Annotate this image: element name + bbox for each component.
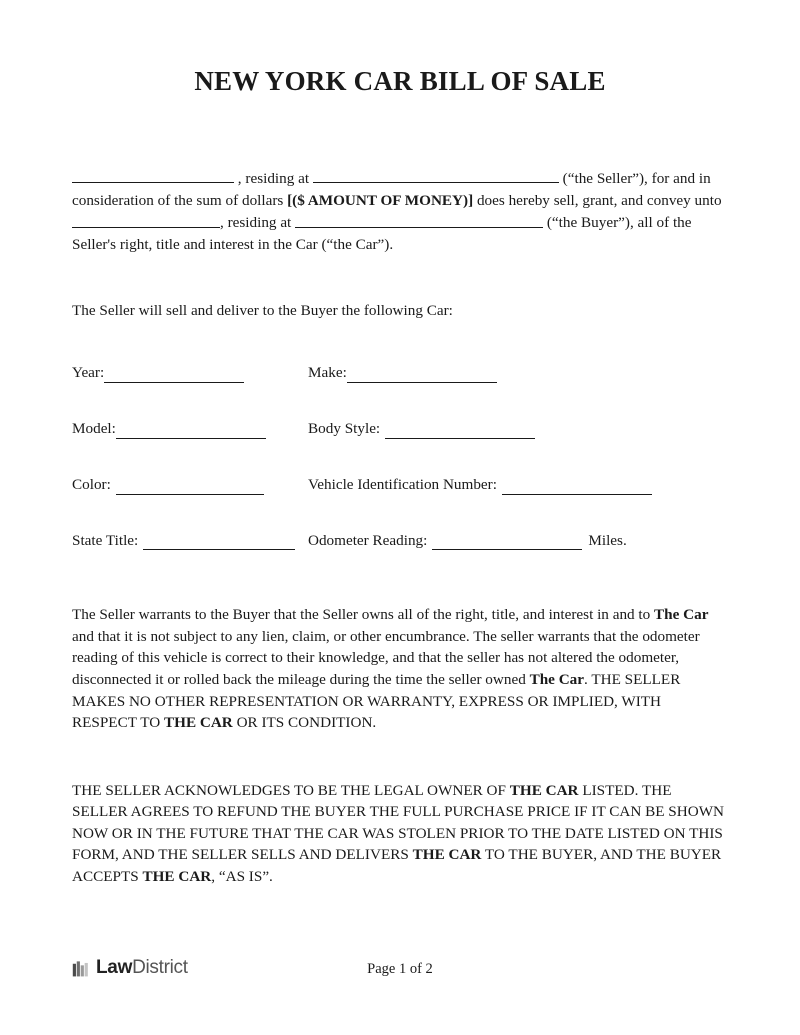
- closing-text: (“the Buyer”), all of the Seller's right, title and interest in the Car (“the Car”).: [72, 214, 692, 254]
- field-color-input[interactable]: [116, 478, 264, 494]
- field-row: [72, 363, 728, 383]
- field-vin-input[interactable]: [502, 478, 652, 494]
- page-footer: [72, 952, 728, 980]
- field-odometer-input[interactable]: [432, 534, 582, 550]
- field-odometer-label: Odometer Reading:: [308, 531, 428, 549]
- buyer-name-blank[interactable]: [72, 211, 220, 227]
- field-body-style-label: Body Style:: [308, 420, 381, 438]
- field-state-title: [72, 531, 308, 551]
- field-year: [72, 363, 308, 383]
- ack-bold1: THE CAR: [509, 781, 579, 799]
- field-make-input[interactable]: [347, 367, 497, 383]
- ack-bold2: THE CAR: [412, 846, 482, 864]
- field-state-title-input[interactable]: [143, 534, 295, 550]
- field-model-input[interactable]: [116, 423, 266, 439]
- field-model-label: Model:: [72, 420, 116, 438]
- warranty-part4: OR ITS CONDITION.: [232, 714, 377, 732]
- field-make-label: Make:: [308, 364, 347, 382]
- warranty-part2: and that it is not subject to any lien, claim, or other encumbrance. The seller warrants that the odometer reading of this vehicle is correct to their knowledge, and that the seller has not altered the odometer, disconnected it or rolled back the mileage during the time the seller owned: [72, 627, 700, 688]
- amount-placeholder[interactable]: [($ AMOUNT OF MONEY)]: [287, 191, 474, 209]
- field-row: [72, 475, 728, 495]
- residing-at-label: , residing at: [237, 170, 310, 188]
- ack-part1: THE SELLER ACKNOWLEDGES TO BE THE LEGAL OWNER OF: [72, 781, 510, 799]
- logo-law-text: Law: [96, 957, 133, 978]
- warranty-paragraph: [72, 604, 728, 733]
- field-model: [72, 419, 308, 439]
- warranty-part1: The Seller warrants to the Buyer that the Seller owns all of the right, title, and interest in and to: [72, 606, 655, 624]
- field-color: [72, 475, 308, 495]
- field-make: [308, 363, 497, 383]
- warranty-part3: . THE SELLER MAKES NO OTHER REPRESENTATION OR WARRANTY, EXPRESS OR IMPLIED, WITH RESPECT TO: [72, 671, 681, 732]
- logo-district-text: District: [132, 957, 188, 978]
- page-number: Page 1 of 2: [367, 961, 433, 977]
- buyer-address-blank[interactable]: [295, 211, 543, 227]
- field-body-style-input[interactable]: [385, 423, 535, 439]
- convey-text: does hereby sell, grant, and convey unto: [476, 191, 722, 209]
- ack-bold3: THE CAR: [142, 868, 212, 886]
- acknowledgement-paragraph: [72, 780, 728, 888]
- field-state-title-label: State Title:: [72, 531, 139, 549]
- car-details-fields: [72, 363, 728, 550]
- intro-paragraph: [72, 167, 728, 256]
- ack-part4: , “AS IS”.: [211, 868, 273, 886]
- field-row: [72, 419, 728, 439]
- page-title: NEW YORK CAR BILL OF SALE: [194, 66, 606, 96]
- field-year-input[interactable]: [104, 367, 244, 383]
- field-color-label: Color:: [72, 475, 111, 493]
- buyer-residing-label: , residing at: [220, 214, 292, 232]
- field-row: [72, 531, 728, 551]
- field-body-style: [308, 419, 535, 439]
- document-content: [72, 0, 728, 1035]
- warranty-bold1: The Car: [654, 606, 709, 624]
- field-odometer: [308, 531, 627, 551]
- field-year-label: Year:: [72, 364, 105, 382]
- odometer-units-label: Miles.: [588, 531, 627, 549]
- field-vin: [308, 475, 652, 495]
- ack-part2: LISTED. THE SELLER AGREES TO REFUND THE BUYER THE FULL PURCHASE PRICE IF IT CAN BE SHOWN NOW OR IN THE FUTURE THAT THE CAR WAS STOLEN PRIOR TO THE DATE LISTED ON THIS FORM, AND THE SELLER SELLS AND DELIVERS: [72, 781, 724, 864]
- warranty-bold3: THE CAR: [164, 714, 233, 732]
- field-vin-label: Vehicle Identification Number:: [308, 475, 497, 493]
- warranty-bold2: The Car: [529, 671, 585, 688]
- deliver-line: The Seller will sell and deliver to the Buyer the following Car:: [72, 301, 453, 319]
- seller-tag-text: (“the Seller”), for and in consideration of the sum of dollars: [72, 170, 711, 209]
- ack-part3: TO THE BUYER, AND THE BUYER ACCEPTS: [72, 846, 722, 886]
- seller-address-blank[interactable]: [313, 167, 559, 183]
- seller-name-blank[interactable]: [72, 167, 234, 183]
